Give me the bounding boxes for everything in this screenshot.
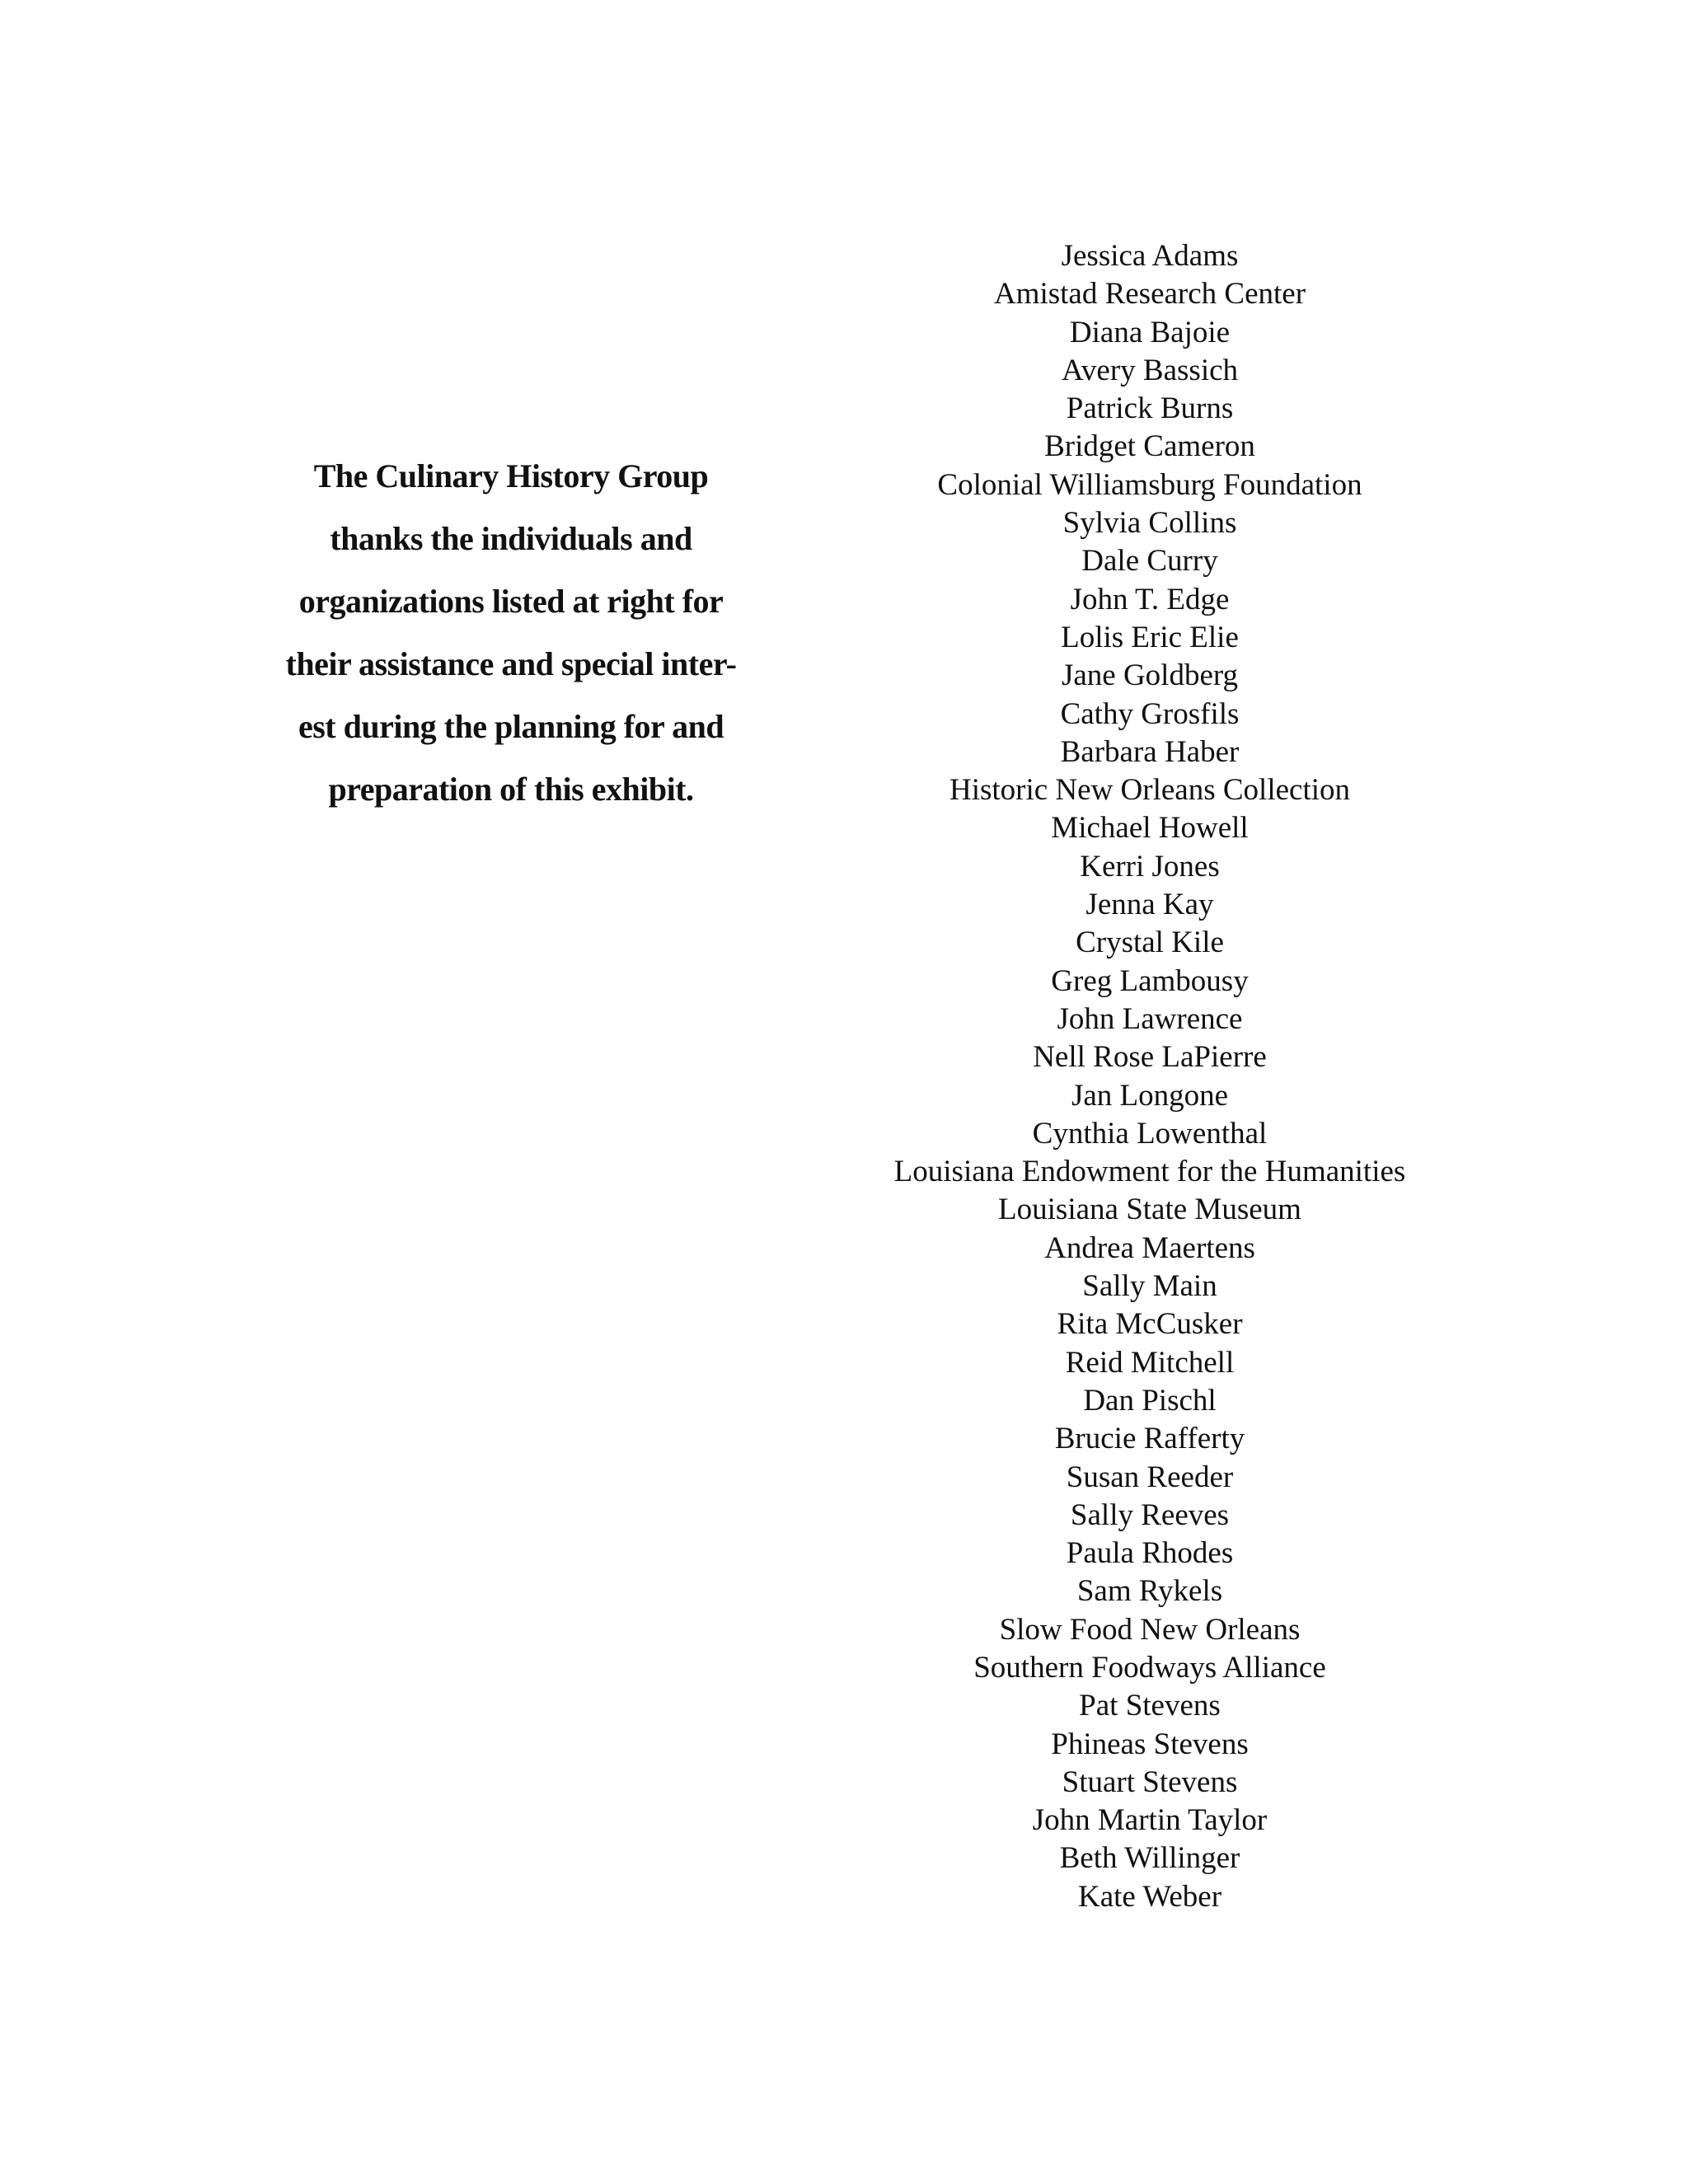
contributor-name: Michael Howell: [1051, 811, 1249, 846]
contributor-name: Slow Food New Orleans: [999, 1612, 1301, 1647]
contributor-name: Dale Curry: [1081, 544, 1218, 579]
contributor-name: John Lawrence: [1057, 1001, 1243, 1036]
contributor-name: Lolis Eric Elie: [1061, 620, 1239, 654]
contributor-name: Cynthia Lowenthal: [1032, 1116, 1268, 1151]
contributor-name: Pat Stevens: [1079, 1689, 1221, 1723]
contributor-name: Andrea Maertens: [1044, 1230, 1255, 1265]
acknowledgment-line: their assistance and special inter-: [285, 645, 737, 682]
contributor-name: Bridget Cameron: [1044, 429, 1255, 464]
acknowledgment-line: The Culinary History Group: [313, 457, 709, 494]
contributor-name: Kate Weber: [1077, 1879, 1222, 1914]
contributor-name: Amistad Research Center: [993, 277, 1306, 312]
contributor-name: Crystal Kile: [1076, 926, 1224, 960]
contributor-name: Phineas Stevens: [1051, 1727, 1249, 1761]
contributor-name: Sylvia Collins: [1062, 506, 1237, 541]
contributor-name: Beth Willinger: [1059, 1841, 1240, 1876]
contributor-name: John T. Edge: [1070, 582, 1230, 616]
contributor-name: Historic New Orleans Collection: [949, 773, 1351, 808]
contributors-list: [849, 237, 1451, 1916]
acknowledgment-paragraph: [272, 445, 750, 821]
contributor-name: Rita McCusker: [1057, 1307, 1243, 1342]
contributor-name: Greg Lambousy: [1051, 963, 1249, 998]
acknowledgment-line: est during the planning for and: [298, 708, 724, 745]
contributor-name: John Martin Taylor: [1032, 1803, 1268, 1838]
contributor-name: Barbara Haber: [1060, 734, 1240, 769]
contributor-name: Avery Bassich: [1061, 353, 1239, 387]
contributor-name: Dan Pischl: [1083, 1383, 1217, 1418]
contributor-name: Sally Main: [1082, 1269, 1217, 1304]
acknowledgment-line: thanks the individuals and: [330, 520, 692, 557]
contributor-name: Patrick Burns: [1066, 391, 1234, 426]
contributor-name: Jessica Adams: [1061, 239, 1239, 273]
contributor-name: Paula Rhodes: [1066, 1536, 1234, 1571]
contributor-name: Reid Mitchell: [1065, 1345, 1235, 1380]
contributor-name: Jane Goldberg: [1061, 658, 1239, 693]
acknowledgment-line: preparation of this exhibit.: [328, 771, 694, 808]
contributor-name: Colonial Williamsburg Foundation: [937, 467, 1362, 502]
contributor-name: Nell Rose LaPierre: [1033, 1040, 1267, 1075]
contributor-name: Stuart Stevens: [1062, 1765, 1238, 1799]
contributor-name: Louisiana State Museum: [998, 1193, 1301, 1227]
contributor-name: Cathy Grosfils: [1060, 696, 1240, 731]
contributor-name: Brucie Rafferty: [1054, 1422, 1245, 1456]
contributor-name: Sam Rykels: [1076, 1574, 1223, 1609]
contributor-name: Jan Longone: [1071, 1078, 1229, 1113]
contributor-name: Kerri Jones: [1080, 849, 1220, 883]
contributor-name: Louisiana Endowment for the Humanities: [893, 1155, 1406, 1189]
acknowledgment-line: organizations listed at right for: [298, 583, 724, 620]
contributor-name: Sally Reeves: [1070, 1497, 1230, 1532]
contributor-name: Jenna Kay: [1085, 888, 1214, 922]
contributor-name: Diana Bajoie: [1069, 315, 1231, 349]
contributor-name: Susan Reeder: [1066, 1460, 1234, 1494]
contributor-name: Southern Foodways Alliance: [973, 1650, 1326, 1685]
